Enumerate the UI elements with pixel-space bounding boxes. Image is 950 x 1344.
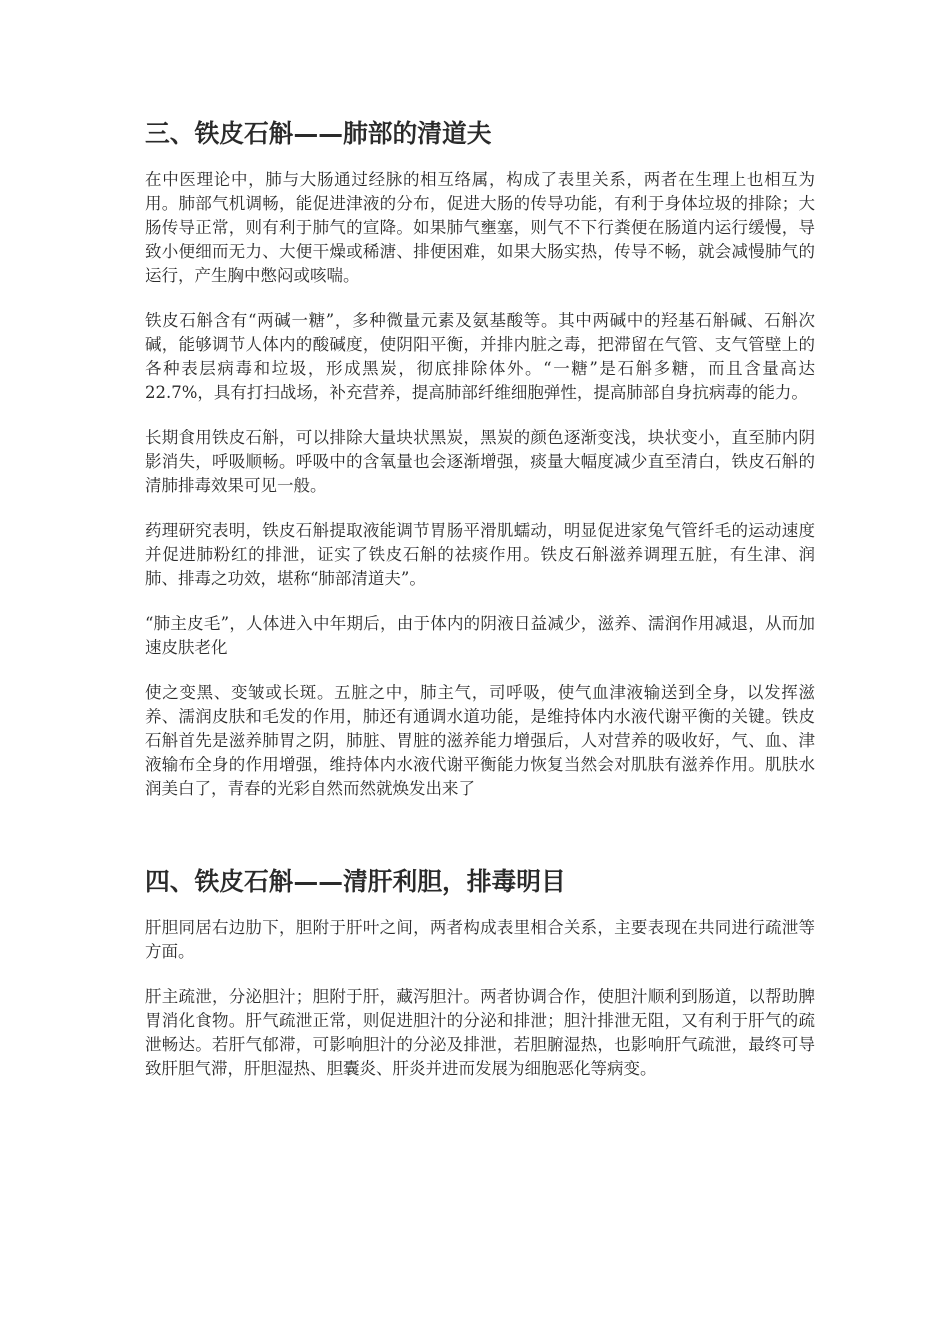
paragraph-spacer xyxy=(145,498,815,519)
section-heading-liver: 四、铁皮石斛——清肝利胆，排毒明目 xyxy=(145,867,566,896)
document-page xyxy=(145,119,815,1081)
paragraph-lung-intestine-relation: 在中医理论中，肺与大肠通过经脉的相互络属，构成了表里关系，两者在生理上也相互为用。肺部气机调畅，能促进津液的分布，促进大肠的传导功能，有利于身体垃圾的排除；大肠传导正常，则有利于肺气的宣降。如果肺气壅塞，则气不下行粪便在肠道内运行缓慢，导致小便细而无力、大便干燥或稀溏、排便困难，如果大肠实热，传导不畅，就会减慢肺气的运行，产生胸中憋闷或咳喘。 xyxy=(145,170,815,285)
section-heading-lung: 三、铁皮石斛——肺部的清道夫 xyxy=(145,119,492,148)
paragraph-spacer xyxy=(145,964,815,985)
section-spacer xyxy=(145,801,815,870)
paragraph-skin-nourish: 使之变黑、变皱或长斑。五脏之中，肺主气，司呼吸，使气血津液输送到全身，以发挥滋养、濡润皮肤和毛发的作用，肺还有通调水道功能，是维持体内水液代谢平衡的关键。铁皮石斛首先是滋养肺胃之阴，肺脏、胃脏的滋养能力增强后，人对营养的吸收好，气、血、津液输布全身的作用增强，维持体内水液代谢平衡能力恢复当然会对肌肤有滋养作用。肌肤水润美白了，青春的光彩自然而然就焕发出来了 xyxy=(145,683,815,798)
paragraph-spacer xyxy=(145,660,815,681)
paragraph-lung-skin-hair: “肺主皮毛”，人体进入中年期后，由于体内的阴液日益减少，滋养、濡润作用减退，从而加速皮肤老化 xyxy=(145,614,815,657)
paragraph-long-term-use: 长期食用铁皮石斛，可以排除大量块状黑炭，黑炭的颜色逐渐变浅，块状变小，直至肺内阴影消失，呼吸顺畅。呼吸中的含氧量也会逐渐增强，痰量大幅度减少直至清白，铁皮石斛的清肺排毒效果可见一般。 xyxy=(145,428,815,495)
paragraph-spacer xyxy=(145,288,815,309)
paragraph-liver-drainage: 肝主疏泄，分泌胆汁；胆附于肝，藏泻胆汁。两者协调合作，使胆汁顺利到肠道，以帮助脾胃消化食物。肝气疏泄正常，则促进胆汁的分泌和排泄；胆汁排泄无阻，又有利于肝气的疏泄畅达。若肝气郁滞，可影响胆汁的分泌及排泄，若胆腑湿热，也影响肝气疏泄，最终可导致肝胆气滞，肝胆湿热、胆囊炎、肝炎并进而发展为细胞恶化等病变。 xyxy=(145,987,815,1078)
paragraph-two-alkaloids-one-sugar: 铁皮石斛含有“两碱一糖”，多种微量元素及氨基酸等。其中两碱中的羟基石斛碱、石斛次碱，能够调节人体内的酸碱度，使阴阳平衡，并排内脏之毒，把滞留在气管、支气管壁上的各种表层病毒和垃圾，形成黑炭，彻底排除体外。“一糖”是石斛多糖，而且含量高达22.7%，具有打扫战场，补充营养，提高肺部纤维细胞弹性，提高肺部自身抗病毒的能力。 xyxy=(145,311,815,402)
paragraph-spacer xyxy=(145,591,815,612)
paragraph-spacer xyxy=(145,405,815,426)
paragraph-liver-gallbladder-relation: 肝胆同居右边肋下，胆附于肝叶之间，两者构成表里相合关系，主要表现在共同进行疏泄等方面。 xyxy=(145,918,815,961)
paragraph-pharmacology: 药理研究表明，铁皮石斛提取液能调节胃肠平滑肌蠕动，明显促进家兔气管纤毛的运动速度并促进肺粉红的排泄，证实了铁皮石斛的祛痰作用。铁皮石斛滋养调理五脏，有生津、润肺、排毒之功效，堪称“肺部清道夫”。 xyxy=(145,521,815,588)
